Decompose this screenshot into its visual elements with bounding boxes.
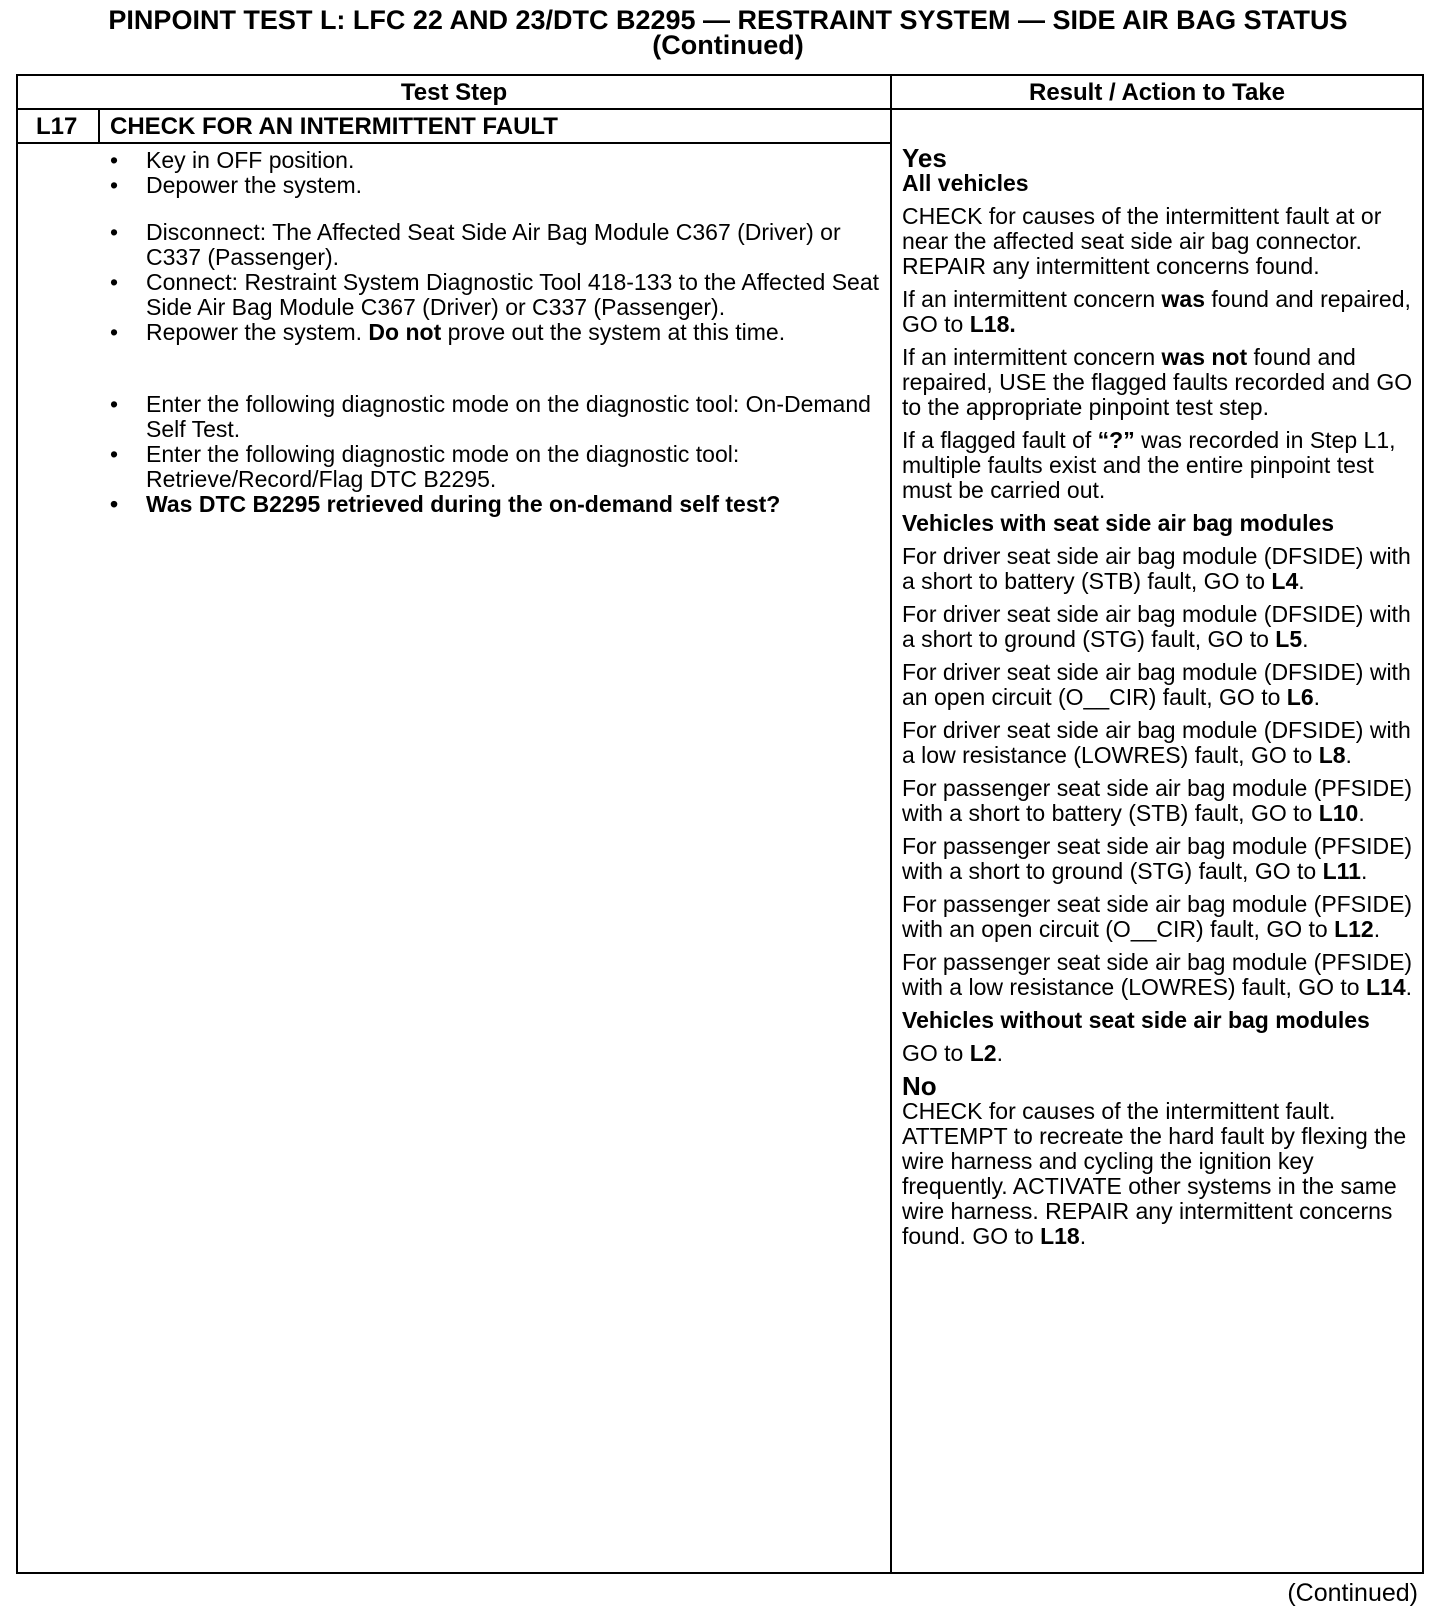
text: . bbox=[1358, 800, 1365, 826]
step-ref: L10 bbox=[1318, 800, 1359, 826]
text: For driver seat side air bag module (DFSIDE) with a short to ground (STG) fault, GO to bbox=[902, 601, 1411, 652]
text: . bbox=[996, 1040, 1003, 1066]
text: If a flagged fault of bbox=[902, 427, 1098, 453]
step-heading: CHECK FOR AN INTERMITTENT FAULT bbox=[110, 113, 558, 140]
fault-action bbox=[902, 892, 1418, 942]
text-bold: was bbox=[1161, 286, 1205, 312]
result-paragraph: CHECK for causes of the intermittent fault at or near the affected seat side air bag connector. REPAIR any intermittent concerns found. bbox=[902, 203, 1382, 279]
fault-action bbox=[902, 776, 1418, 826]
text: . bbox=[1345, 742, 1352, 768]
text: found and repaired, GO to bbox=[902, 286, 1411, 337]
step-ref: L4 bbox=[1271, 568, 1299, 594]
text: For driver seat side air bag module (DFSIDE) with a low resistance (LOWRES) fault, GO to bbox=[902, 717, 1411, 768]
header-test-step: Test Step bbox=[400, 79, 508, 106]
step-heading-divider bbox=[18, 142, 890, 144]
text: was recorded in Step L1, multiple faults exist and the entire pinpoint test must be carried out. bbox=[902, 427, 1396, 503]
step-ref: L2 bbox=[969, 1040, 997, 1066]
title-line-1: PINPOINT TEST L: LFC 22 AND 23/DTC B2295 — RESTRAINT SYSTEM — SIDE AIR BAG STATUS bbox=[108, 5, 1348, 35]
text-bold: was not bbox=[1161, 344, 1248, 370]
text: For driver seat side air bag module (DFSIDE) with an open circuit (O__CIR) fault, GO to bbox=[902, 659, 1411, 710]
step-bullet: • Key in OFF position. bbox=[110, 148, 880, 173]
text: For passenger seat side air bag module (PFSIDE) with an open circuit (O__CIR) fault, GO to bbox=[902, 891, 1413, 942]
text: . bbox=[1298, 568, 1305, 594]
no-action bbox=[902, 1099, 1418, 1249]
fault-action bbox=[902, 660, 1418, 710]
text: For passenger seat side air bag module (PFSIDE) with a low resistance (LOWRES) fault, GO to bbox=[902, 949, 1413, 1000]
text: . bbox=[1373, 916, 1381, 942]
text: If an intermittent concern bbox=[902, 344, 1162, 370]
text-bold: “?” bbox=[1097, 427, 1135, 453]
text: found and repaired, USE the flagged faults recorded and GO to the appropriate pinpoint test step. bbox=[902, 344, 1413, 420]
step-ref-l18: L18. bbox=[969, 311, 1016, 337]
step-bullet bbox=[110, 320, 880, 345]
step-ref: L11 bbox=[1322, 858, 1361, 884]
result-paragraph bbox=[902, 345, 1418, 420]
all-vehicles-heading: All vehicles bbox=[902, 170, 1029, 196]
page-title bbox=[0, 5, 1456, 60]
text: CHECK for causes of the intermittent fault. ATTEMPT to recreate the hard fault by flexing the wire harness and cycling the ignition key frequently. ACTIVATE other systems in the same wire harness. REPAIR any intermittent concerns found. GO to bbox=[902, 1098, 1407, 1249]
step-bullet: • Connect: Restraint System Diagnostic Tool 418-133 to the Affected Seat Side Air Bag Module C367 (Driver) or C337 (Passenger). bbox=[110, 270, 880, 320]
step-ref: L6 bbox=[1286, 684, 1314, 710]
text: For passenger seat side air bag module (PFSIDE) with a short to ground (STG) fault, GO to bbox=[902, 833, 1413, 884]
result-action-column bbox=[902, 143, 1418, 1257]
result-paragraph bbox=[902, 428, 1418, 503]
fault-action bbox=[902, 834, 1418, 884]
step-id: L17 bbox=[36, 113, 78, 140]
goto-action bbox=[902, 1041, 1418, 1066]
step-ref: L8 bbox=[1318, 742, 1346, 768]
header-result-action: Result / Action to Take bbox=[1028, 79, 1286, 106]
result-paragraph bbox=[902, 287, 1418, 337]
step-bullet: • Disconnect: The Affected Seat Side Air Bag Module C367 (Driver) or C337 (Passenger). bbox=[110, 220, 880, 270]
fault-action bbox=[902, 950, 1418, 1000]
step-id-divider bbox=[98, 110, 100, 144]
text: For passenger seat side air bag module (PFSIDE) with a short to battery (STB) fault, GO to bbox=[902, 775, 1413, 826]
fault-action bbox=[902, 544, 1418, 594]
text: For driver seat side air bag module (DFSIDE) with a short to battery (STB) fault, GO to bbox=[902, 543, 1411, 594]
fault-action bbox=[902, 718, 1418, 768]
text: prove out the system at this time. bbox=[441, 319, 786, 345]
continued-footer: (Continued) bbox=[1287, 1579, 1418, 1607]
text: . bbox=[1313, 684, 1321, 710]
text: If an intermittent concern bbox=[902, 286, 1162, 312]
text: GO to bbox=[902, 1040, 970, 1066]
text: . bbox=[1302, 626, 1309, 652]
yes-label: Yes bbox=[902, 143, 947, 173]
step-bullet-question: • Was DTC B2295 retrieved during the on-demand self test? bbox=[110, 492, 880, 517]
title-line-2: (Continued) bbox=[652, 30, 804, 60]
step-bullet: • Enter the following diagnostic mode on the diagnostic tool: Retrieve/Record/Flag DTC B2295. bbox=[110, 442, 880, 492]
step-ref: L18 bbox=[1040, 1223, 1080, 1249]
text-bold: Do not bbox=[368, 319, 442, 345]
text: . bbox=[1405, 974, 1413, 1000]
step-ref: L12 bbox=[1334, 916, 1374, 942]
with-modules-heading: Vehicles with seat side air bag modules bbox=[902, 510, 1335, 536]
step-ref: L14 bbox=[1365, 974, 1406, 1000]
text: Repower the system. bbox=[146, 319, 369, 345]
no-label: No bbox=[902, 1071, 937, 1101]
step-bullet: • Depower the system. bbox=[110, 173, 880, 198]
without-modules-heading: Vehicles without seat side air bag modules bbox=[902, 1007, 1370, 1033]
column-divider bbox=[890, 76, 892, 1572]
text: . bbox=[1079, 1223, 1087, 1249]
step-ref: L5 bbox=[1275, 626, 1303, 652]
text: . bbox=[1360, 858, 1368, 884]
test-step-instructions bbox=[110, 148, 880, 517]
step-bullet: • Enter the following diagnostic mode on the diagnostic tool: On-Demand Self Test. bbox=[110, 392, 880, 442]
fault-action bbox=[902, 602, 1418, 652]
pinpoint-table bbox=[16, 74, 1424, 1574]
